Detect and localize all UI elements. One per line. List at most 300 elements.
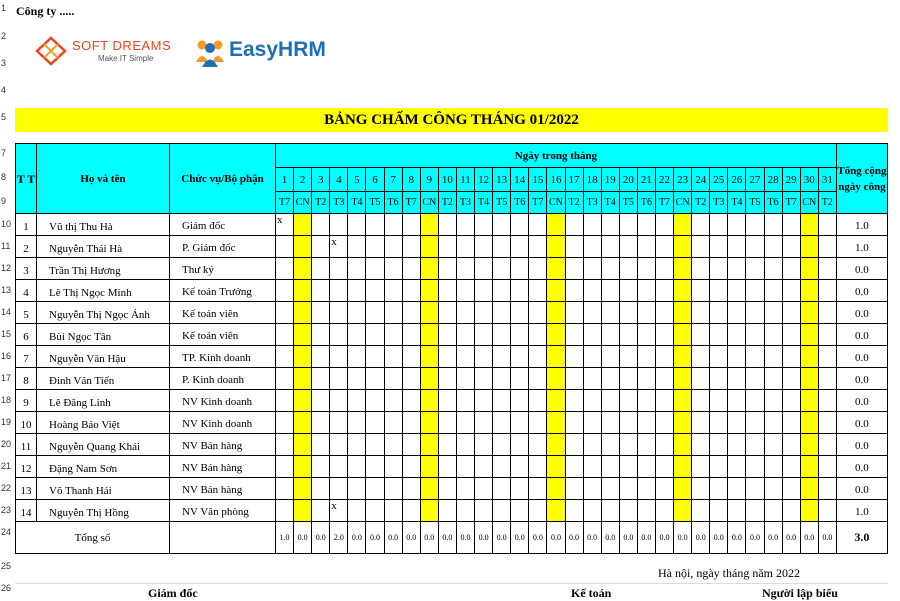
attendance-cell[interactable]: [728, 456, 746, 478]
attendance-cell[interactable]: [674, 390, 692, 412]
attendance-cell[interactable]: [312, 214, 330, 236]
attendance-cell[interactable]: [438, 390, 456, 412]
attendance-cell[interactable]: [493, 478, 511, 500]
attendance-cell[interactable]: [692, 500, 710, 522]
attendance-cell[interactable]: [565, 280, 583, 302]
attendance-cell[interactable]: [402, 368, 420, 390]
employee-total-cell[interactable]: 0.0: [836, 412, 887, 434]
employee-name-cell[interactable]: Vũ thị Thu Hà: [37, 214, 170, 236]
attendance-cell[interactable]: [710, 478, 728, 500]
attendance-cell[interactable]: [456, 478, 474, 500]
day-number-cell[interactable]: 2: [294, 168, 312, 192]
employee-number-cell[interactable]: 6: [16, 324, 37, 346]
attendance-cell[interactable]: [565, 346, 583, 368]
employee-name-cell[interactable]: Lê Đăng Linh: [37, 390, 170, 412]
attendance-cell[interactable]: [420, 434, 438, 456]
summary-day-total-cell[interactable]: 0.0: [547, 522, 565, 554]
attendance-cell[interactable]: [294, 434, 312, 456]
attendance-cell[interactable]: [800, 346, 818, 368]
attendance-cell[interactable]: [348, 346, 366, 368]
attendance-cell[interactable]: [746, 214, 764, 236]
row-number[interactable]: 18: [1, 395, 12, 405]
attendance-cell[interactable]: [674, 302, 692, 324]
attendance-cell[interactable]: [818, 478, 836, 500]
attendance-cell[interactable]: [493, 456, 511, 478]
day-number-cell[interactable]: 30: [800, 168, 818, 192]
attendance-cell[interactable]: [348, 258, 366, 280]
employee-name-cell[interactable]: Đinh Văn Tiến: [37, 368, 170, 390]
attendance-cell[interactable]: [402, 346, 420, 368]
attendance-cell[interactable]: [493, 434, 511, 456]
attendance-cell[interactable]: [384, 412, 402, 434]
employee-number-cell[interactable]: 4: [16, 280, 37, 302]
attendance-cell[interactable]: [511, 214, 529, 236]
attendance-cell[interactable]: [818, 456, 836, 478]
attendance-cell[interactable]: [456, 434, 474, 456]
attendance-cell[interactable]: [366, 346, 384, 368]
attendance-cell[interactable]: [728, 368, 746, 390]
attendance-cell[interactable]: [800, 368, 818, 390]
attendance-cell[interactable]: [402, 214, 420, 236]
employee-total-cell[interactable]: 0.0: [836, 324, 887, 346]
day-number-cell[interactable]: 28: [764, 168, 782, 192]
header-total[interactable]: Tổng cộng ngày công: [836, 144, 887, 214]
attendance-cell[interactable]: [800, 456, 818, 478]
attendance-cell[interactable]: [402, 390, 420, 412]
attendance-cell[interactable]: [276, 346, 294, 368]
attendance-cell[interactable]: [493, 258, 511, 280]
attendance-cell[interactable]: [619, 434, 637, 456]
row-number[interactable]: 9: [1, 196, 7, 206]
employee-number-cell[interactable]: 1: [16, 214, 37, 236]
summary-day-total-cell[interactable]: 0.0: [529, 522, 547, 554]
attendance-cell[interactable]: [637, 434, 655, 456]
attendance-cell[interactable]: [529, 500, 547, 522]
attendance-cell[interactable]: [674, 368, 692, 390]
day-number-cell[interactable]: 13: [493, 168, 511, 192]
attendance-cell[interactable]: [420, 456, 438, 478]
employee-number-cell[interactable]: 13: [16, 478, 37, 500]
employee-name-cell[interactable]: Võ Thanh Hải: [37, 478, 170, 500]
summary-day-total-cell[interactable]: 0.0: [764, 522, 782, 554]
attendance-cell[interactable]: [583, 368, 601, 390]
attendance-cell[interactable]: [764, 412, 782, 434]
attendance-cell[interactable]: [818, 324, 836, 346]
employee-total-cell[interactable]: 1.0: [836, 236, 887, 258]
attendance-cell[interactable]: [384, 346, 402, 368]
attendance-cell[interactable]: [475, 456, 493, 478]
attendance-cell[interactable]: [655, 302, 673, 324]
attendance-cell[interactable]: [710, 324, 728, 346]
attendance-cell[interactable]: [601, 346, 619, 368]
attendance-cell[interactable]: [764, 456, 782, 478]
attendance-cell[interactable]: [384, 280, 402, 302]
attendance-cell[interactable]: [583, 434, 601, 456]
attendance-cell[interactable]: [782, 324, 800, 346]
weekday-cell[interactable]: T4: [601, 192, 619, 214]
employee-name-cell[interactable]: Nguyễn Quang Khải: [37, 434, 170, 456]
attendance-cell[interactable]: [692, 390, 710, 412]
attendance-cell[interactable]: [475, 368, 493, 390]
attendance-cell[interactable]: [312, 368, 330, 390]
row-number[interactable]: 1: [1, 3, 7, 13]
row-number[interactable]: 7: [1, 148, 7, 158]
attendance-cell[interactable]: [818, 368, 836, 390]
attendance-cell[interactable]: [330, 258, 348, 280]
attendance-cell[interactable]: [692, 302, 710, 324]
attendance-cell[interactable]: [294, 500, 312, 522]
attendance-cell[interactable]: [384, 500, 402, 522]
day-number-cell[interactable]: 31: [818, 168, 836, 192]
attendance-cell[interactable]: [692, 368, 710, 390]
attendance-cell[interactable]: [818, 236, 836, 258]
attendance-cell[interactable]: [565, 500, 583, 522]
attendance-cell[interactable]: [619, 456, 637, 478]
attendance-cell[interactable]: [565, 456, 583, 478]
attendance-cell[interactable]: [746, 390, 764, 412]
attendance-cell[interactable]: [710, 258, 728, 280]
attendance-cell[interactable]: [348, 412, 366, 434]
attendance-cell[interactable]: [511, 500, 529, 522]
attendance-cell[interactable]: [475, 412, 493, 434]
weekday-cell[interactable]: T4: [348, 192, 366, 214]
attendance-cell[interactable]: [746, 324, 764, 346]
summary-day-total-cell[interactable]: 0.0: [619, 522, 637, 554]
attendance-cell[interactable]: [330, 368, 348, 390]
attendance-cell[interactable]: [529, 236, 547, 258]
attendance-cell[interactable]: [529, 434, 547, 456]
summary-day-total-cell[interactable]: 0.0: [565, 522, 583, 554]
attendance-cell[interactable]: [619, 258, 637, 280]
attendance-cell[interactable]: [655, 412, 673, 434]
employee-number-cell[interactable]: 10: [16, 412, 37, 434]
attendance-cell[interactable]: [637, 478, 655, 500]
attendance-cell[interactable]: [782, 478, 800, 500]
attendance-cell[interactable]: [764, 280, 782, 302]
attendance-cell[interactable]: [692, 214, 710, 236]
attendance-cell[interactable]: [312, 346, 330, 368]
summary-empty-cell[interactable]: [170, 522, 276, 554]
day-number-cell[interactable]: 22: [655, 168, 673, 192]
attendance-cell[interactable]: [728, 214, 746, 236]
day-number-cell[interactable]: 1: [276, 168, 294, 192]
attendance-cell[interactable]: [456, 456, 474, 478]
attendance-cell[interactable]: [583, 258, 601, 280]
employee-name-cell[interactable]: Nguyễn Thị Ngọc Ánh: [37, 302, 170, 324]
attendance-cell[interactable]: [330, 214, 348, 236]
employee-name-cell[interactable]: Nguyễn Thái Hà: [37, 236, 170, 258]
attendance-cell[interactable]: [366, 302, 384, 324]
attendance-cell[interactable]: [547, 324, 565, 346]
attendance-cell[interactable]: [330, 456, 348, 478]
day-number-cell[interactable]: 16: [547, 168, 565, 192]
day-number-cell[interactable]: 7: [384, 168, 402, 192]
summary-day-total-cell[interactable]: 0.0: [583, 522, 601, 554]
summary-day-total-cell[interactable]: 0.0: [366, 522, 384, 554]
attendance-cell[interactable]: [655, 478, 673, 500]
attendance-cell[interactable]: [402, 324, 420, 346]
attendance-cell[interactable]: [728, 478, 746, 500]
attendance-cell[interactable]: [475, 500, 493, 522]
attendance-cell[interactable]: [402, 258, 420, 280]
attendance-cell[interactable]: [348, 478, 366, 500]
attendance-cell[interactable]: [294, 258, 312, 280]
employee-number-cell[interactable]: 2: [16, 236, 37, 258]
employee-position-cell[interactable]: NV Bán hàng: [170, 434, 276, 456]
attendance-cell[interactable]: [456, 368, 474, 390]
summary-day-total-cell[interactable]: 0.0: [710, 522, 728, 554]
attendance-cell[interactable]: [366, 478, 384, 500]
attendance-cell[interactable]: [493, 412, 511, 434]
attendance-cell[interactable]: [366, 390, 384, 412]
summary-day-total-cell[interactable]: 0.0: [348, 522, 366, 554]
summary-day-total-cell[interactable]: 0.0: [637, 522, 655, 554]
attendance-cell[interactable]: [312, 412, 330, 434]
attendance-cell[interactable]: [348, 368, 366, 390]
employee-total-cell[interactable]: 0.0: [836, 280, 887, 302]
attendance-cell[interactable]: [547, 236, 565, 258]
attendance-cell[interactable]: [710, 368, 728, 390]
attendance-cell[interactable]: [818, 500, 836, 522]
row-number[interactable]: 22: [1, 483, 12, 493]
attendance-cell[interactable]: [583, 390, 601, 412]
attendance-cell[interactable]: [402, 236, 420, 258]
weekday-cell[interactable]: CN: [294, 192, 312, 214]
day-number-cell[interactable]: 6: [366, 168, 384, 192]
weekday-cell[interactable]: T2: [438, 192, 456, 214]
attendance-cell[interactable]: [493, 500, 511, 522]
row-number[interactable]: 11: [1, 241, 11, 251]
employee-position-cell[interactable]: P. Kinh doanh: [170, 368, 276, 390]
attendance-cell[interactable]: [565, 302, 583, 324]
attendance-cell[interactable]: [746, 478, 764, 500]
attendance-cell[interactable]: [547, 478, 565, 500]
attendance-cell[interactable]: [619, 478, 637, 500]
weekday-cell[interactable]: T7: [782, 192, 800, 214]
attendance-cell[interactable]: [764, 368, 782, 390]
attendance-cell[interactable]: [692, 434, 710, 456]
attendance-cell[interactable]: [746, 412, 764, 434]
attendance-cell[interactable]: [674, 478, 692, 500]
attendance-cell[interactable]: [529, 390, 547, 412]
attendance-cell[interactable]: [438, 434, 456, 456]
attendance-cell[interactable]: [692, 236, 710, 258]
attendance-cell[interactable]: [547, 412, 565, 434]
attendance-cell[interactable]: [384, 214, 402, 236]
attendance-cell[interactable]: [438, 456, 456, 478]
row-number[interactable]: 25: [1, 561, 12, 571]
attendance-cell[interactable]: [312, 280, 330, 302]
day-number-cell[interactable]: 18: [583, 168, 601, 192]
summary-day-total-cell[interactable]: 0.0: [294, 522, 312, 554]
attendance-cell[interactable]: [456, 324, 474, 346]
weekday-cell[interactable]: T2: [692, 192, 710, 214]
attendance-cell[interactable]: [475, 236, 493, 258]
attendance-cell[interactable]: [420, 236, 438, 258]
row-number[interactable]: 15: [1, 329, 12, 339]
attendance-cell[interactable]: [800, 214, 818, 236]
summary-day-total-cell[interactable]: 0.0: [456, 522, 474, 554]
attendance-cell[interactable]: [692, 324, 710, 346]
attendance-cell[interactable]: [348, 214, 366, 236]
weekday-cell[interactable]: T3: [710, 192, 728, 214]
day-number-cell[interactable]: 8: [402, 168, 420, 192]
row-number[interactable]: 3: [1, 58, 7, 68]
employee-total-cell[interactable]: 0.0: [836, 478, 887, 500]
attendance-cell[interactable]: [746, 456, 764, 478]
attendance-cell[interactable]: [547, 302, 565, 324]
attendance-cell[interactable]: [764, 500, 782, 522]
weekday-cell[interactable]: T6: [764, 192, 782, 214]
attendance-cell[interactable]: [601, 456, 619, 478]
attendance-cell[interactable]: [276, 390, 294, 412]
attendance-cell[interactable]: [330, 346, 348, 368]
employee-position-cell[interactable]: Thư ký: [170, 258, 276, 280]
attendance-cell[interactable]: [746, 500, 764, 522]
attendance-cell[interactable]: [619, 390, 637, 412]
attendance-cell[interactable]: [547, 214, 565, 236]
attendance-cell[interactable]: [782, 500, 800, 522]
employee-number-cell[interactable]: 5: [16, 302, 37, 324]
attendance-cell[interactable]: [294, 280, 312, 302]
attendance-cell[interactable]: [710, 390, 728, 412]
attendance-cell[interactable]: [746, 346, 764, 368]
attendance-cell[interactable]: [294, 390, 312, 412]
attendance-cell[interactable]: [782, 236, 800, 258]
attendance-cell[interactable]: [511, 324, 529, 346]
attendance-cell[interactable]: [547, 280, 565, 302]
attendance-cell[interactable]: [384, 236, 402, 258]
attendance-cell[interactable]: [800, 324, 818, 346]
attendance-cell[interactable]: [800, 412, 818, 434]
weekday-cell[interactable]: T2: [818, 192, 836, 214]
attendance-cell[interactable]: [655, 236, 673, 258]
weekday-cell[interactable]: T4: [475, 192, 493, 214]
weekday-cell[interactable]: T2: [312, 192, 330, 214]
attendance-cell[interactable]: [565, 412, 583, 434]
attendance-cell[interactable]: [511, 236, 529, 258]
weekday-cell[interactable]: T3: [330, 192, 348, 214]
weekday-cell[interactable]: T3: [456, 192, 474, 214]
attendance-cell[interactable]: [438, 346, 456, 368]
attendance-cell[interactable]: [366, 368, 384, 390]
attendance-cell[interactable]: [674, 346, 692, 368]
row-number[interactable]: 12: [1, 263, 12, 273]
row-number[interactable]: 14: [1, 307, 12, 317]
weekday-cell[interactable]: CN: [547, 192, 565, 214]
attendance-cell[interactable]: [276, 412, 294, 434]
attendance-cell[interactable]: [601, 236, 619, 258]
attendance-cell[interactable]: [601, 500, 619, 522]
attendance-cell[interactable]: [312, 434, 330, 456]
attendance-cell[interactable]: [475, 302, 493, 324]
attendance-cell[interactable]: [348, 456, 366, 478]
attendance-cell[interactable]: [348, 280, 366, 302]
attendance-cell[interactable]: [420, 478, 438, 500]
employee-name-cell[interactable]: Bùi Ngọc Tân: [37, 324, 170, 346]
attendance-cell[interactable]: [294, 456, 312, 478]
row-number[interactable]: 16: [1, 351, 12, 361]
attendance-cell[interactable]: [384, 302, 402, 324]
attendance-cell[interactable]: [746, 236, 764, 258]
attendance-cell[interactable]: x: [330, 236, 348, 258]
attendance-cell[interactable]: [456, 236, 474, 258]
attendance-cell[interactable]: [276, 302, 294, 324]
attendance-cell[interactable]: [366, 456, 384, 478]
attendance-cell[interactable]: [438, 302, 456, 324]
employee-name-cell[interactable]: Đặng Nam Sơn: [37, 456, 170, 478]
attendance-cell[interactable]: [294, 346, 312, 368]
attendance-cell[interactable]: [800, 500, 818, 522]
employee-total-cell[interactable]: 0.0: [836, 434, 887, 456]
attendance-cell[interactable]: [456, 412, 474, 434]
attendance-cell[interactable]: [782, 214, 800, 236]
attendance-cell[interactable]: [565, 214, 583, 236]
attendance-cell[interactable]: [710, 346, 728, 368]
summary-day-total-cell[interactable]: 0.0: [402, 522, 420, 554]
employee-number-cell[interactable]: 8: [16, 368, 37, 390]
attendance-cell[interactable]: [655, 324, 673, 346]
attendance-cell[interactable]: [782, 258, 800, 280]
attendance-cell[interactable]: [601, 280, 619, 302]
day-number-cell[interactable]: 15: [529, 168, 547, 192]
attendance-cell[interactable]: [583, 500, 601, 522]
attendance-cell[interactable]: [764, 478, 782, 500]
attendance-cell[interactable]: [728, 324, 746, 346]
attendance-cell[interactable]: [800, 434, 818, 456]
weekday-cell[interactable]: T5: [746, 192, 764, 214]
attendance-cell[interactable]: [619, 412, 637, 434]
attendance-cell[interactable]: [565, 324, 583, 346]
attendance-cell[interactable]: [692, 346, 710, 368]
row-number[interactable]: 23: [1, 505, 12, 515]
attendance-cell[interactable]: [547, 258, 565, 280]
attendance-cell[interactable]: [493, 236, 511, 258]
attendance-cell[interactable]: [330, 390, 348, 412]
attendance-cell[interactable]: [493, 324, 511, 346]
attendance-cell[interactable]: [348, 302, 366, 324]
attendance-cell[interactable]: [294, 236, 312, 258]
attendance-cell[interactable]: [366, 214, 384, 236]
attendance-cell[interactable]: [782, 412, 800, 434]
attendance-cell[interactable]: [782, 368, 800, 390]
attendance-cell[interactable]: [402, 412, 420, 434]
attendance-cell[interactable]: [312, 236, 330, 258]
attendance-cell[interactable]: x: [276, 214, 294, 236]
weekday-cell[interactable]: T5: [493, 192, 511, 214]
summary-day-total-cell[interactable]: 0.0: [312, 522, 330, 554]
attendance-cell[interactable]: [511, 368, 529, 390]
attendance-cell[interactable]: [800, 280, 818, 302]
day-number-cell[interactable]: 25: [710, 168, 728, 192]
row-number[interactable]: 2: [1, 31, 7, 41]
attendance-cell[interactable]: [475, 434, 493, 456]
employee-position-cell[interactable]: Giám đốc: [170, 214, 276, 236]
summary-day-total-cell[interactable]: 0.0: [438, 522, 456, 554]
attendance-cell[interactable]: [655, 390, 673, 412]
attendance-cell[interactable]: [655, 280, 673, 302]
attendance-cell[interactable]: [601, 258, 619, 280]
attendance-cell[interactable]: [583, 346, 601, 368]
attendance-cell[interactable]: [276, 456, 294, 478]
attendance-cell[interactable]: [348, 434, 366, 456]
summary-day-total-cell[interactable]: 0.0: [655, 522, 673, 554]
summary-day-total-cell[interactable]: 0.0: [692, 522, 710, 554]
summary-day-total-cell[interactable]: 0.0: [800, 522, 818, 554]
attendance-cell[interactable]: [692, 412, 710, 434]
attendance-cell[interactable]: [529, 280, 547, 302]
attendance-cell[interactable]: [583, 280, 601, 302]
